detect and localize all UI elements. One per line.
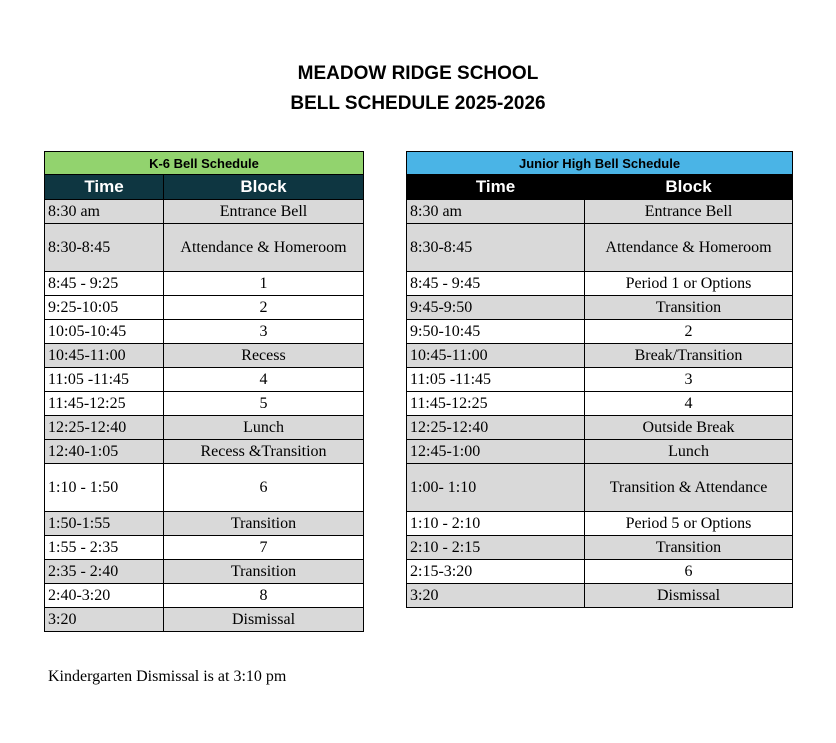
time-cell: 1:55 - 2:35: [45, 536, 164, 560]
table-row: [407, 416, 793, 440]
table-row: [45, 368, 364, 392]
k6-block-header: Block: [164, 175, 364, 200]
table-row: [407, 272, 793, 296]
block-cell: Entrance Bell: [164, 200, 364, 224]
table-row: [407, 392, 793, 416]
time-cell: 8:30-8:45: [407, 224, 585, 272]
table-row: [45, 296, 364, 320]
block-cell: Attendance & Homeroom: [164, 224, 364, 272]
block-cell: 6: [164, 464, 364, 512]
time-cell: 12:25-12:40: [407, 416, 585, 440]
block-cell: Period 1 or Options: [585, 272, 793, 296]
block-cell: Transition: [164, 512, 364, 536]
table-row: [45, 560, 364, 584]
time-cell: 10:05-10:45: [45, 320, 164, 344]
block-cell: 4: [585, 392, 793, 416]
table-row: [407, 560, 793, 584]
table-row: [45, 440, 364, 464]
table-row: [407, 296, 793, 320]
block-cell: Outside Break: [585, 416, 793, 440]
table-row: [45, 344, 364, 368]
block-cell: 1: [164, 272, 364, 296]
block-cell: 4: [164, 368, 364, 392]
time-cell: 8:30-8:45: [45, 224, 164, 272]
block-cell: Period 5 or Options: [585, 512, 793, 536]
time-cell: 9:25-10:05: [45, 296, 164, 320]
time-cell: 9:45-9:50: [407, 296, 585, 320]
time-cell: 12:25-12:40: [45, 416, 164, 440]
block-cell: Dismissal: [585, 584, 793, 608]
junior-high-schedule-table: [406, 151, 793, 608]
time-cell: 1:10 - 2:10: [407, 512, 585, 536]
jh-time-header: Time: [407, 175, 585, 200]
table-row: [407, 200, 793, 224]
time-cell: 2:35 - 2:40: [45, 560, 164, 584]
time-cell: 8:30 am: [407, 200, 585, 224]
time-cell: 11:45-12:25: [45, 392, 164, 416]
block-cell: Entrance Bell: [585, 200, 793, 224]
time-cell: 9:50-10:45: [407, 320, 585, 344]
time-cell: 11:45-12:25: [407, 392, 585, 416]
block-cell: 7: [164, 536, 364, 560]
table-row: [407, 440, 793, 464]
table-row: [407, 536, 793, 560]
block-cell: 5: [164, 392, 364, 416]
table-row: [45, 272, 364, 296]
table-row: [45, 392, 364, 416]
table-row: [45, 224, 364, 272]
table-row: [407, 512, 793, 536]
block-cell: 6: [585, 560, 793, 584]
table-row: [407, 224, 793, 272]
block-cell: Transition: [585, 296, 793, 320]
time-cell: 11:05 -11:45: [45, 368, 164, 392]
table-row: [45, 608, 364, 632]
table-row: [45, 512, 364, 536]
block-cell: Attendance & Homeroom: [585, 224, 793, 272]
block-cell: Lunch: [164, 416, 364, 440]
block-cell: Recess &Transition: [164, 440, 364, 464]
table-row: [45, 320, 364, 344]
table-row: [407, 320, 793, 344]
table-row: [45, 536, 364, 560]
k6-schedule-table: [44, 151, 364, 632]
block-cell: Dismissal: [164, 608, 364, 632]
time-cell: 1:50-1:55: [45, 512, 164, 536]
table-row: [45, 464, 364, 512]
jh-table-caption: Junior High Bell Schedule: [407, 152, 793, 175]
time-cell: 8:45 - 9:25: [45, 272, 164, 296]
kindergarten-dismissal-note: Kindergarten Dismissal is at 3:10 pm: [48, 668, 287, 685]
block-cell: Recess: [164, 344, 364, 368]
table-row: [45, 416, 364, 440]
table-row: [407, 344, 793, 368]
block-cell: 2: [164, 296, 364, 320]
schedule-year-title: BELL SCHEDULE 2025-2026: [290, 93, 546, 114]
block-cell: Transition: [585, 536, 793, 560]
time-cell: 8:45 - 9:45: [407, 272, 585, 296]
table-row: [407, 464, 793, 512]
time-cell: 2:15-3:20: [407, 560, 585, 584]
time-cell: 12:40-1:05: [45, 440, 164, 464]
block-cell: Break/Transition: [585, 344, 793, 368]
block-cell: 3: [164, 320, 364, 344]
k6-table-caption: K-6 Bell Schedule: [45, 152, 364, 175]
table-row: [407, 368, 793, 392]
time-cell: 2:10 - 2:15: [407, 536, 585, 560]
time-cell: 3:20: [45, 608, 164, 632]
time-cell: 8:30 am: [45, 200, 164, 224]
block-cell: 2: [585, 320, 793, 344]
k6-time-header: Time: [45, 175, 164, 200]
time-cell: 3:20: [407, 584, 585, 608]
table-row: [45, 200, 364, 224]
block-cell: 3: [585, 368, 793, 392]
time-cell: 10:45-11:00: [407, 344, 585, 368]
jh-block-header: Block: [585, 175, 793, 200]
time-cell: 2:40-3:20: [45, 584, 164, 608]
table-row: [45, 584, 364, 608]
block-cell: Transition: [164, 560, 364, 584]
time-cell: 11:05 -11:45: [407, 368, 585, 392]
block-cell: 8: [164, 584, 364, 608]
time-cell: 1:10 - 1:50: [45, 464, 164, 512]
block-cell: Transition & Attendance: [585, 464, 793, 512]
time-cell: 10:45-11:00: [45, 344, 164, 368]
block-cell: Lunch: [585, 440, 793, 464]
time-cell: 12:45-1:00: [407, 440, 585, 464]
table-row: [407, 584, 793, 608]
school-name-title: MEADOW RIDGE SCHOOL: [297, 63, 539, 84]
time-cell: 1:00- 1:10: [407, 464, 585, 512]
